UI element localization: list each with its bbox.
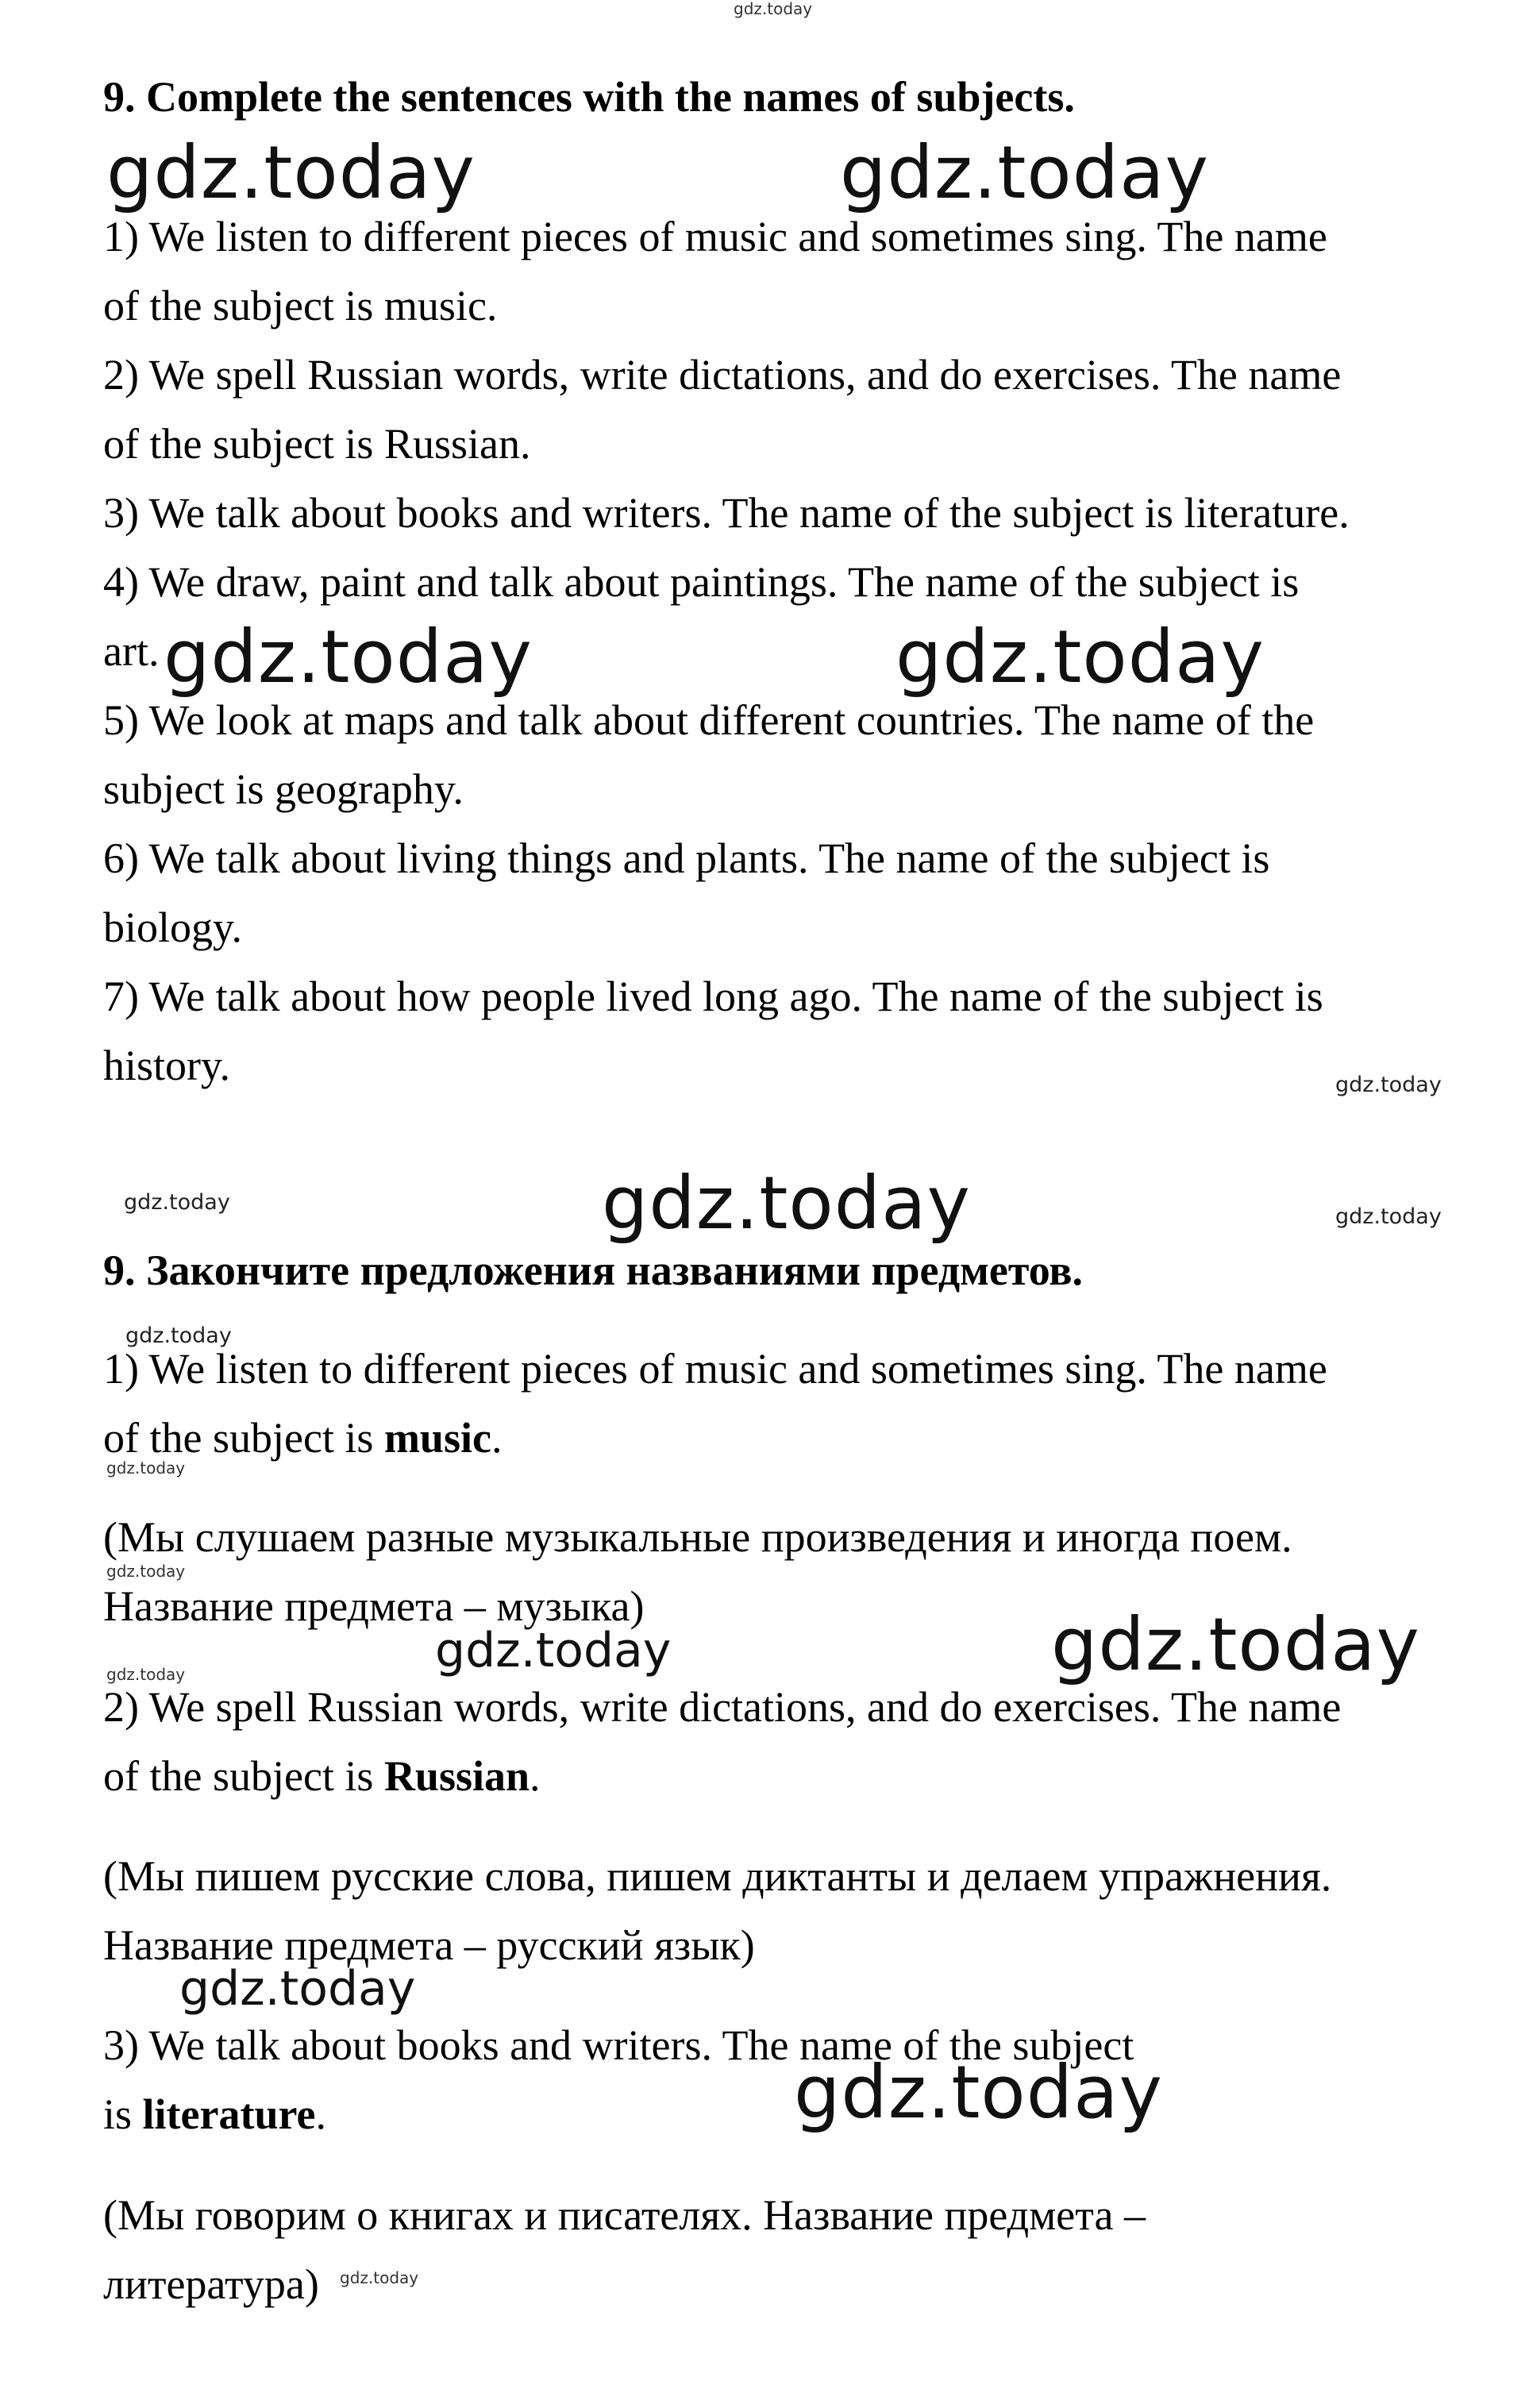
watermark-tiny: gdz.today: [106, 1665, 186, 1684]
watermark-tiny: gdz.today: [340, 2268, 419, 2287]
watermark-small: gdz.today: [125, 1323, 232, 1348]
sentence-line: of the subject is Russian.: [103, 420, 531, 468]
watermark-top: gdz.today: [734, 0, 813, 18]
watermark-tiny: gdz.today: [106, 1562, 186, 1581]
watermark-large: gdz.today: [1051, 1602, 1420, 1687]
sentence-line: subject is geography.: [103, 765, 464, 813]
translation-line: (Мы слушаем разные музыкальные произведения и иногда поем.: [103, 1513, 1292, 1561]
sentence-line: 2) We spell Russian words, write dictations, and do exercises. The name: [103, 351, 1342, 399]
translation-line: Название предмета – музыка): [103, 1582, 645, 1630]
sentence-line: 5) We look at maps and talk about different countries. The name of the: [103, 696, 1315, 744]
sentence-line: 1) We listen to different pieces of music and sometimes sing. The name: [103, 213, 1327, 260]
watermark-medium: gdz.today: [435, 1623, 672, 1678]
translation-line: Название предмета – русский язык): [103, 1921, 755, 1969]
sentence-line: 3) We talk about books and writers. The name of the subject is literature.: [103, 489, 1350, 537]
sentence-line: history.: [103, 1042, 230, 1089]
exercise-heading-en: 9. Complete the sentences with the names of subjects.: [103, 73, 1075, 121]
sentence-line: art.: [103, 627, 160, 675]
watermark-large: gdz.today: [840, 130, 1209, 215]
exercise-heading-ru: 9. Закончите предложения названиями предметов.: [103, 1246, 1084, 1294]
watermark-large: gdz.today: [164, 615, 533, 699]
watermark-large: gdz.today: [794, 2050, 1163, 2135]
answer-word: Russian: [383, 1752, 530, 1800]
answer-line: of the subject is Russian.: [103, 1752, 541, 1800]
watermark-large: gdz.today: [106, 130, 476, 215]
sentence-line: 6) We talk about living things and plants. The name of the subject is: [103, 834, 1270, 882]
sentence-line: of the subject is music.: [103, 282, 498, 329]
watermark-large: gdz.today: [895, 615, 1265, 699]
watermark-large: gdz.today: [602, 1161, 971, 1246]
answer-word: literature: [142, 2090, 316, 2138]
answer-line: 1) We listen to different pieces of music and sometimes sing. The name: [103, 1345, 1327, 1393]
translation-line: (Мы пишем русские слова, пишем диктанты и делаем упражнения.: [103, 1852, 1332, 1900]
watermark-medium: gdz.today: [179, 1961, 416, 2017]
sentence-line: 7) We talk about how people lived long ago. The name of the subject is: [103, 973, 1323, 1020]
answer-line: is literature.: [103, 2090, 326, 2138]
translation-line: (Мы говорим о книгах и писателях. Название предмета –: [103, 2191, 1146, 2239]
sentence-line: biology.: [103, 903, 242, 951]
watermark-small: gdz.today: [124, 1190, 230, 1215]
translation-line: литература): [103, 2260, 319, 2308]
answer-line: 2) We spell Russian words, write dictations, and do exercises. The name: [103, 1683, 1342, 1731]
answer-line: of the subject is music.: [103, 1414, 503, 1462]
watermark-small: gdz.today: [1335, 1073, 1442, 1097]
watermark-small: gdz.today: [1335, 1204, 1442, 1229]
answer-line: 3) We talk about books and writers. The name of the subject: [103, 2021, 1134, 2069]
watermark-tiny: gdz.today: [106, 1458, 186, 1478]
sentence-line: 4) We draw, paint and talk about paintings. The name of the subject is: [103, 558, 1300, 606]
answer-word: music: [383, 1414, 491, 1462]
